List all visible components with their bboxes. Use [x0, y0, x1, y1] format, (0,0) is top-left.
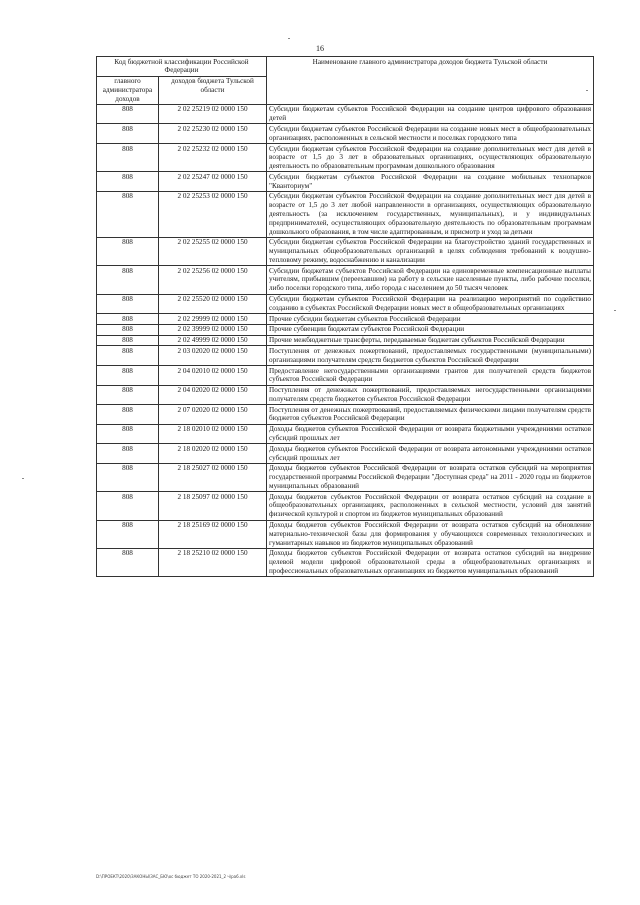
admin-code-cell: 808	[97, 172, 159, 192]
scan-speck	[22, 478, 24, 479]
revenue-code-cell: 2 02 49999 02 0000 150	[159, 335, 267, 346]
admin-code-cell: 808	[97, 346, 159, 366]
table-row	[97, 104, 594, 124]
table-row	[97, 294, 594, 314]
revenue-name-cell: Поступления от денежных пожертвований, предоставляемых физическими лицами получателям средств бюджетов субъектов Российской Федерации	[267, 405, 594, 425]
revenue-name-cell: Поступления от денежных пожертвований, предоставляемых государственными (муниципальными) организациями получателям средств бюджетов субъектов Российской Федерации	[267, 346, 594, 366]
scan-speck	[586, 90, 588, 91]
admin-code-cell: 808	[97, 144, 159, 172]
revenue-name-cell: Прочие субвенции бюджетам субъектов Российской Федерации	[267, 324, 594, 335]
admin-code-cell: 808	[97, 520, 159, 548]
table-row	[97, 191, 594, 237]
revenue-code-cell: 2 02 25256 02 0000 150	[159, 266, 267, 294]
revenue-name-cell: Доходы бюджетов субъектов Российской Федерации от возврата бюджетными учреждениями остатков субсидий прошлых лет	[267, 424, 594, 444]
admin-code-cell: 808	[97, 294, 159, 314]
admin-code-cell: 808	[97, 191, 159, 237]
revenue-name-cell: Субсидии бюджетам субъектов Российской Федерации на благоустройство зданий государственных и муниципальных общеобразовательных организаций в целях соблюдения требований к воздушно-тепловому режиму, водоснабжению и канализации	[267, 237, 594, 265]
table-row	[97, 366, 594, 386]
revenue-name-cell: Доходы бюджетов субъектов Российской Федерации от возврата остатков субсидий на обновление материально-технической базы для формирования у обучающихся современных технологических и гуманитарных навыков из бюджетов муниципальных образований	[267, 520, 594, 548]
scan-speck	[614, 310, 616, 311]
revenue-code-cell: 2 07 02020 02 0000 150	[159, 405, 267, 425]
revenue-name-cell: Субсидии бюджетам субъектов Российской Федерации на создание новых мест в общеобразовательных организациях, расположенных в сельской местности и поселках городского типа	[267, 124, 594, 144]
revenue-code-cell: 2 18 25027 02 0000 150	[159, 463, 267, 491]
revenue-name-cell: Доходы бюджетов субъектов Российской Федерации от возврата остатков субсидий на мероприятия государственной программы Российской Федерации "Доступная среда" на 2011 - 2020 годы из бюджетов муниципальных образований	[267, 463, 594, 491]
revenue-name-cell: Поступления от денежных пожертвований, предоставляемых негосударственными организациями получателям средств бюджетов субъектов Российской Федерации	[267, 385, 594, 405]
revenue-code-cell: 2 18 02010 02 0000 150	[159, 424, 267, 444]
revenue-name-cell: Прочие субсидии бюджетам субъектов Российской Федерации	[267, 314, 594, 325]
revenue-code-cell: 2 03 02020 02 0000 150	[159, 346, 267, 366]
file-path-footer: D:\ПРОЕКТ\2020\ЗАКОНЫ\ЗАС_БЮ\ос бюджет ТО 2020-2021_2 ч\ра6.xls	[96, 874, 246, 879]
revenue-administrators-table	[96, 56, 594, 577]
revenue-code-cell: 2 04 02010 02 0000 150	[159, 366, 267, 386]
revenue-code-cell: 2 02 25232 02 0000 150	[159, 144, 267, 172]
revenue-code-cell: 2 02 25520 02 0000 150	[159, 294, 267, 314]
admin-code-cell: 808	[97, 463, 159, 491]
scan-speck	[288, 38, 290, 39]
revenue-code-cell: 2 18 25210 02 0000 150	[159, 548, 267, 576]
revenue-name-cell: Субсидии бюджетам субъектов Российской Федерации на создание дополнительных мест для детей в возрасте от 1,5 до 3 лет любой направленности в организациях, осуществляющих образовательную деятельность (за исключением государственных, муниципальных), и у индивидуальных предпринимателей, осуществляющих образовательную деятельность по образовательным программам дошкольного образования, в том числе адаптированным, и присмотр и уход за детьми	[267, 191, 594, 237]
revenue-name-cell: Прочие межбюджетные трансферты, передаваемые бюджетам субъектов Российской Федерации	[267, 335, 594, 346]
table-row	[97, 172, 594, 192]
table-row	[97, 324, 594, 335]
revenue-code-cell: 2 18 25097 02 0000 150	[159, 492, 267, 520]
page-number: 16	[316, 44, 324, 53]
table-row	[97, 520, 594, 548]
header-name-column: Наименование главного администратора доходов бюджета Тульской области	[267, 57, 594, 105]
admin-code-cell: 808	[97, 104, 159, 124]
revenue-name-cell: Доходы бюджетов субъектов Российской Федерации от возврата автономными учреждениями остатков субсидий прошлых лет	[267, 444, 594, 464]
table-row	[97, 385, 594, 405]
revenue-name-cell: Субсидии бюджетам субъектов Российской Федерации на создание центров цифрового образования детей	[267, 104, 594, 124]
admin-code-cell: 808	[97, 424, 159, 444]
header-row	[97, 57, 594, 77]
table-row	[97, 346, 594, 366]
admin-code-cell: 808	[97, 314, 159, 325]
header-code-group: Код бюджетной классификации Российской Федерации	[97, 57, 267, 77]
table-row	[97, 266, 594, 294]
admin-code-cell: 808	[97, 405, 159, 425]
table-header	[97, 57, 594, 105]
table-row	[97, 463, 594, 491]
revenue-code-cell: 2 02 25255 02 0000 150	[159, 237, 267, 265]
table-row	[97, 237, 594, 265]
revenue-name-cell: Доходы бюджетов субъектов Российской Федерации от возврата остатков субсидий на создание в общеобразовательных организациях, расположенных в сельской местности, условий для занятий физической культурой и спортом из бюджетов муниципальных образований	[267, 492, 594, 520]
admin-code-cell: 808	[97, 444, 159, 464]
table-row	[97, 124, 594, 144]
revenue-name-cell: Предоставление негосударственными организациями грантов для получателей средств бюджетов субъектов Российской Федерации	[267, 366, 594, 386]
table-row	[97, 548, 594, 576]
admin-code-cell: 808	[97, 324, 159, 335]
admin-code-cell: 808	[97, 266, 159, 294]
revenue-code-cell: 2 04 02020 02 0000 150	[159, 385, 267, 405]
admin-code-cell: 808	[97, 237, 159, 265]
admin-code-cell: 808	[97, 385, 159, 405]
revenue-name-cell: Субсидии бюджетам субъектов Российской Федерации на реализацию мероприятий по содействию созданию в субъектах Российской Федерации новых мест в общеобразовательных организациях	[267, 294, 594, 314]
revenue-code-cell: 2 02 25230 02 0000 150	[159, 124, 267, 144]
revenue-code-cell: 2 02 25219 02 0000 150	[159, 104, 267, 124]
header-revenue-column: доходов бюджета Тульской области	[159, 76, 267, 104]
admin-code-cell: 808	[97, 366, 159, 386]
header-admin-column: главного администратора доходов	[97, 76, 159, 104]
revenue-name-cell: Доходы бюджетов субъектов Российской Федерации от возврата остатков субсидий на внедрение целевой модели цифровой образовательной среды в общеобразовательных организациях и профессиональных образовательных организациях из бюджетов муниципальных образований	[267, 548, 594, 576]
admin-code-cell: 808	[97, 335, 159, 346]
table-row	[97, 314, 594, 325]
table-row	[97, 424, 594, 444]
admin-code-cell: 808	[97, 492, 159, 520]
revenue-name-cell: Субсидии бюджетам субъектов Российской Федерации на единовременные компенсационные выплаты учителям, прибывшим (переехавшим) на работу в сельские населенные пункты, либо рабочие поселки, либо поселки городского типа, либо города с населением до 50 тысяч человек	[267, 266, 594, 294]
revenue-code-cell: 2 02 25253 02 0000 150	[159, 191, 267, 237]
table-row	[97, 444, 594, 464]
admin-code-cell: 808	[97, 124, 159, 144]
table-row	[97, 492, 594, 520]
revenue-name-cell: Субсидии бюджетам субъектов Российской Федерации на создание дополнительных мест для детей в возрасте от 1,5 до 3 лет в образовательных организациях, осуществляющих образовательную деятельность по образовательным программам дошкольного образования	[267, 144, 594, 172]
table-row	[97, 144, 594, 172]
table-row	[97, 405, 594, 425]
admin-code-cell: 808	[97, 548, 159, 576]
table-row	[97, 335, 594, 346]
revenue-code-cell: 2 02 39999 02 0000 150	[159, 324, 267, 335]
revenue-name-cell: Субсидии бюджетам субъектов Российской Федерации на создание мобильных технопарков "Кванториум"	[267, 172, 594, 192]
table-body	[97, 104, 594, 576]
revenue-code-cell: 2 18 25169 02 0000 150	[159, 520, 267, 548]
revenue-code-cell: 2 02 29999 02 0000 150	[159, 314, 267, 325]
revenue-code-cell: 2 18 02020 02 0000 150	[159, 444, 267, 464]
revenue-code-cell: 2 02 25247 02 0000 150	[159, 172, 267, 192]
